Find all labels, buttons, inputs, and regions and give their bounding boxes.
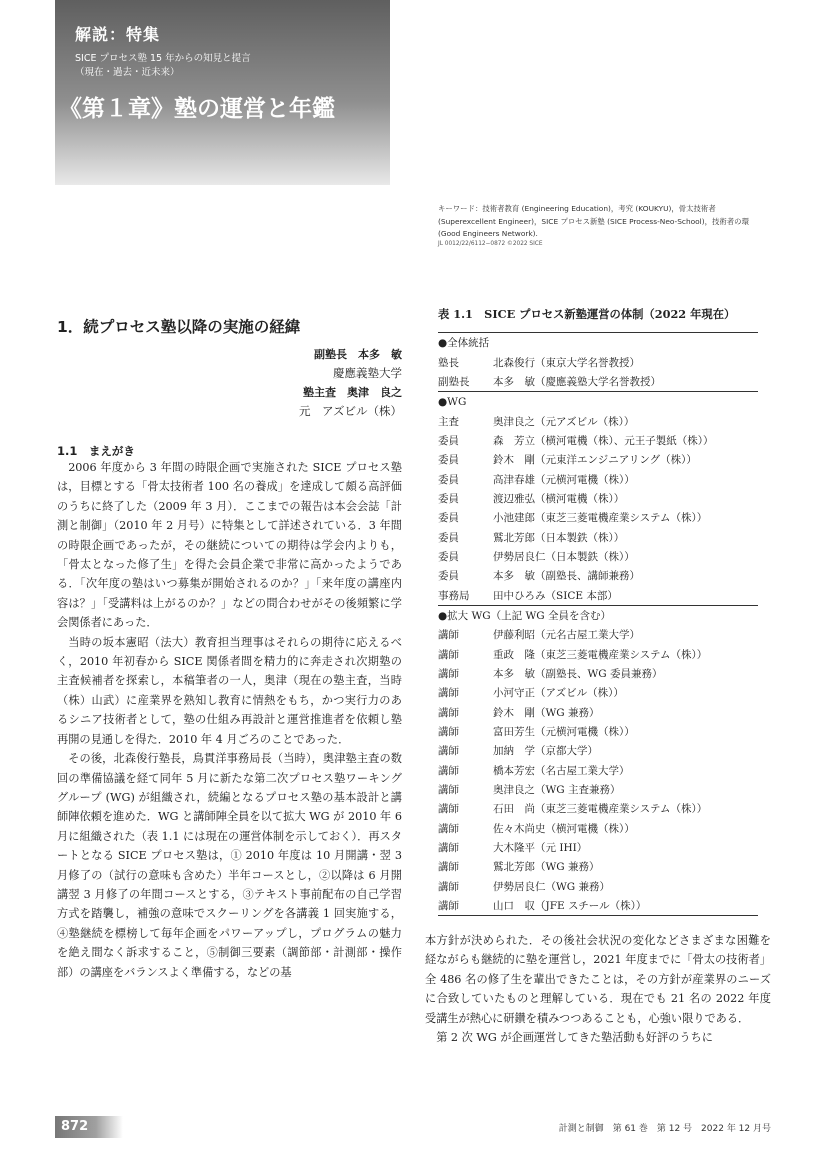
table-row xyxy=(438,877,758,896)
table-cell-role: 講師 xyxy=(438,842,459,855)
table-row xyxy=(438,372,758,391)
table-cell-role: 講師 xyxy=(438,726,459,739)
table-cell-person: 重政 隆（東芝三菱電機産業システム（株）） xyxy=(493,648,708,661)
table-cell-role: 講師 xyxy=(438,706,459,719)
table-row xyxy=(438,450,758,469)
organization-table xyxy=(438,332,758,916)
table-cell-person: 田中ひろみ（SICE 本部） xyxy=(493,589,618,602)
table-cell-person: 伊勢居良仁（日本製鉄（株）） xyxy=(493,550,635,563)
feature-subtitle-line2: （現在・過去・近未来） xyxy=(75,67,180,78)
article-header-banner xyxy=(55,0,390,185)
table-cell-person: 富田芳生（元横河電機（株）） xyxy=(493,726,635,739)
section-title: 1．続プロセス塾以降の実施の経緯 xyxy=(57,318,301,336)
table-cell-person: 加納 学（京都大学） xyxy=(493,745,598,758)
table-cell-role: 講師 xyxy=(438,822,459,835)
table-cell-person: 森 芳立（横河電機（株）、元王子製紙（株）） xyxy=(493,434,714,447)
table-cell-role: 講師 xyxy=(438,648,459,661)
feature-subtitle-line1: SICE プロセス塾 15 年からの知見と提言 xyxy=(75,53,251,64)
table-cell-role: 委員 xyxy=(438,454,459,467)
table-row xyxy=(438,741,758,760)
table-cell-role: 講師 xyxy=(438,668,459,681)
table-cell-role: 委員 xyxy=(438,550,459,563)
table-cell-role: 委員 xyxy=(438,570,459,583)
table-row xyxy=(438,722,758,741)
table-cell-person: 小河守正（アズビル（株）） xyxy=(493,687,624,700)
table-cell-person: 石田 尚（東芝三菱電機産業システム（株）） xyxy=(493,803,708,816)
table-cell-role: 講師 xyxy=(438,880,459,893)
table-row xyxy=(438,896,758,915)
table-cell-person: 鷲北芳郎（WG 兼務） xyxy=(493,861,600,874)
table-cell-role: 委員 xyxy=(438,512,459,525)
table-row xyxy=(438,625,758,644)
table-caption: 表 1.1 SICE プロセス新塾運営の体制（2022 年現在） xyxy=(438,307,736,321)
table-row xyxy=(438,547,758,566)
table-cell-role: 講師 xyxy=(438,900,459,913)
table-row xyxy=(438,391,758,411)
table-cell-role: 講師 xyxy=(438,687,459,700)
table-cell-role: 委員 xyxy=(438,434,459,447)
author2-affiliation: 元 アズビル（株） xyxy=(298,404,402,418)
table-row xyxy=(438,508,758,527)
table-cell-person: 大木隆平（元 IHI） xyxy=(493,842,588,855)
table-cell-person: 小池建郎（東芝三菱電機産業システム（株）） xyxy=(493,512,708,525)
table-cell-person: 伊勢居良仁（WG 兼務） xyxy=(493,880,611,893)
journal-footer: 計測と制御 第 61 巻 第 12 号 2022 年 12 月号 xyxy=(558,1124,771,1134)
table-cell-role: ●拡大 WG（上記 WG 全員を含む） xyxy=(438,609,612,622)
table-cell-person: 佐々木尚史（横河電機（株）） xyxy=(493,822,635,835)
table-cell-person: 鷲北芳郎（日本製鉄（株）） xyxy=(493,531,625,544)
table-cell-person: 奥津良之（WG 主査兼務） xyxy=(493,784,621,797)
body-right-column xyxy=(425,931,771,1047)
journal-code: JL 0012/22/6112−0872 ©2022 SICE xyxy=(438,241,543,247)
table-cell-person: 本多 敏（副塾長、講師兼務） xyxy=(493,570,640,583)
table-row xyxy=(438,566,758,585)
table-cell-role: 講師 xyxy=(438,803,459,816)
table-row xyxy=(438,683,758,702)
table-row xyxy=(438,799,758,818)
table-row xyxy=(438,431,758,450)
subsection-title: 1.1 まえがき xyxy=(57,444,135,458)
table-cell-person: 橋本芳宏（名古屋工業大学） xyxy=(493,764,630,777)
table-row xyxy=(438,411,758,430)
table-row xyxy=(438,585,758,604)
table-cell-role: ●WG xyxy=(438,395,467,408)
author1-affiliation: 慶應義塾大学 xyxy=(333,366,402,380)
table-cell-role: 講師 xyxy=(438,861,459,874)
table-cell-person: 山口 収（JFE スチール（株）） xyxy=(493,900,647,913)
table-row xyxy=(438,780,758,799)
body-paragraph: 2006 年度から 3 年間の時限企画で実施された SICE プロセス塾は，目標とする「骨太技術者 100 名の養成」を達成して頗る高評価のうちに終了した（2009 年 3 月）．ここまでの報告は本会会誌「計測と制御」（2010 年 2 月号）に特集として詳述されている．3 年間の時限企画であったが，その継続についての期待は学会内よりも，「骨太となった修了生」を得た会員企業で非常に高かったようである．「次年度の塾はいつ募集が開始されるのか？」「来年度の講座内容は？」「受講料は上がるのか？」などの問合わせがその後頻繁に学会関係者にあった． xyxy=(57,461,402,630)
table-row xyxy=(438,527,758,546)
body-paragraph: その後，北森俊行塾長，鳥貫洋事務局長（当時），奥津塾主査の数回の準備協議を経て同年 5 月に新たな第二次プロセス塾ワーキンググループ (WG) が組織され，続編となるプロセス塾の基本設計と講師陣依頼を進めた．WG と講師陣全員を以て拡大 WG が 2010 年 6 月に組織された（表 1.1 には現在の運営体制を示しておく）．再スタートとなる SICE プロセス塾は，① 2010 年度は 10 月開講・翌 3 月修了の（試行の意味も含めた）半年コースとし，②以降は 6 月開講翌 3 月修了の年間コースとする，③テキスト事前配布の自己学習方式を踏襲し，補強の意味でスクーリングを各講義 1 回実施する，④塾継続を標榜して毎年企画をパワーアップし，プログラムの魅力を絶え間なく訴求すること，⑤制御三要素（調節部・計測部・操作部）の講座をバランスよく準備する，などの基 xyxy=(57,752,402,979)
table-cell-role: 事務局 xyxy=(438,589,470,602)
author1-name: 副塾長 本多 敏 xyxy=(314,348,402,361)
body-left-column xyxy=(57,458,402,982)
author2-name: 塾主査 奥津 良之 xyxy=(303,386,402,399)
table-cell-person: 鈴木 剛（WG 兼務） xyxy=(493,706,600,719)
table-cell-person: 高津春雄（元横河電機（株）） xyxy=(493,473,635,486)
author-block xyxy=(299,345,402,421)
table-cell-role: 講師 xyxy=(438,745,459,758)
page-number: 872 xyxy=(55,1116,123,1138)
table-row xyxy=(438,605,758,625)
table-row xyxy=(438,469,758,488)
article-title: 《第１章》塾の運営と年鑑 xyxy=(59,96,335,122)
table-row xyxy=(438,489,758,508)
table-cell-role: 委員 xyxy=(438,531,459,544)
table-cell-role: 委員 xyxy=(438,492,459,505)
table-cell-role: ●全体統括 xyxy=(438,337,490,350)
body-paragraph: 本方針が決められた．その後社会状況の変化などさまざまな困難を経ながらも継続的に塾を運営し，2021 年度までに「骨太の技術者」全 486 名の修了生を輩出できたことは，その方針が産業界のニーズに合致していたものと理解している．現在でも 21 名の 2022 年度受講生が熱心に研鑽を積みつつあることも，心強い限りである． xyxy=(425,934,771,1025)
feature-subtitle xyxy=(75,52,251,80)
table-row xyxy=(438,664,758,683)
table-row xyxy=(438,703,758,722)
keywords: キーワード：技術者教育 (Engineering Education)，考究 (KOUKYU)，骨太技術者 (Superexcellent Engineer)，SICE プロセス新塾 (SICE Process-Neo-School)，技術者の環 (Good Engineers Network). xyxy=(438,204,749,238)
table-cell-person: 渡辺雅弘（横河電機（株）） xyxy=(493,492,625,505)
table-row xyxy=(438,333,758,352)
table-cell-role: 講師 xyxy=(438,784,459,797)
table-cell-role: 塾長 xyxy=(438,356,459,369)
table-cell-person: 奥津良之（元アズビル（株）） xyxy=(493,415,635,428)
table-cell-person: 北森俊行（東京大学名誉教授） xyxy=(493,356,640,369)
body-paragraph: 当時の坂本憲昭（法大）教育担当理事はそれらの期待に応えるべく，2010 年初春から SICE 関係者間を精力的に奔走され次期塾の主査候補者を探索し，本稿筆者の一人，奥津（現在の塾主査，当時（株）山武）に産業界を熟知し教育に情熱をもち，かつ実行力のあるシニア技術者として，塾の仕組み再設計と運営推進者を依頼し塾再開の見通しを得た．2010 年 4 月ごろのことであった． xyxy=(57,635,402,746)
table-row xyxy=(438,645,758,664)
table-cell-role: 講師 xyxy=(438,629,459,642)
table-row xyxy=(438,857,758,876)
table-cell-role: 委員 xyxy=(438,473,459,486)
table-cell-person: 鈴木 剛（元東洋エンジニアリング（株）） xyxy=(493,454,697,467)
table-cell-role: 主査 xyxy=(438,415,459,428)
table-row xyxy=(438,819,758,838)
table-row xyxy=(438,352,758,371)
article-category: 解説：特集 xyxy=(75,25,161,44)
table-cell-role: 講師 xyxy=(438,764,459,777)
body-paragraph: 第 2 次 WG が企画運営してきた塾活動も好評のうちに xyxy=(436,1031,713,1045)
table-cell-person: 本多 敏（慶應義塾大学名誉教授） xyxy=(493,375,661,388)
table-row xyxy=(438,761,758,780)
table-cell-role: 副塾長 xyxy=(438,375,470,388)
table-row xyxy=(438,838,758,857)
table-cell-person: 伊藤利昭（元名古屋工業大学） xyxy=(493,629,640,642)
table-cell-person: 本多 敏（副塾長、WG 委員兼務） xyxy=(493,668,663,681)
